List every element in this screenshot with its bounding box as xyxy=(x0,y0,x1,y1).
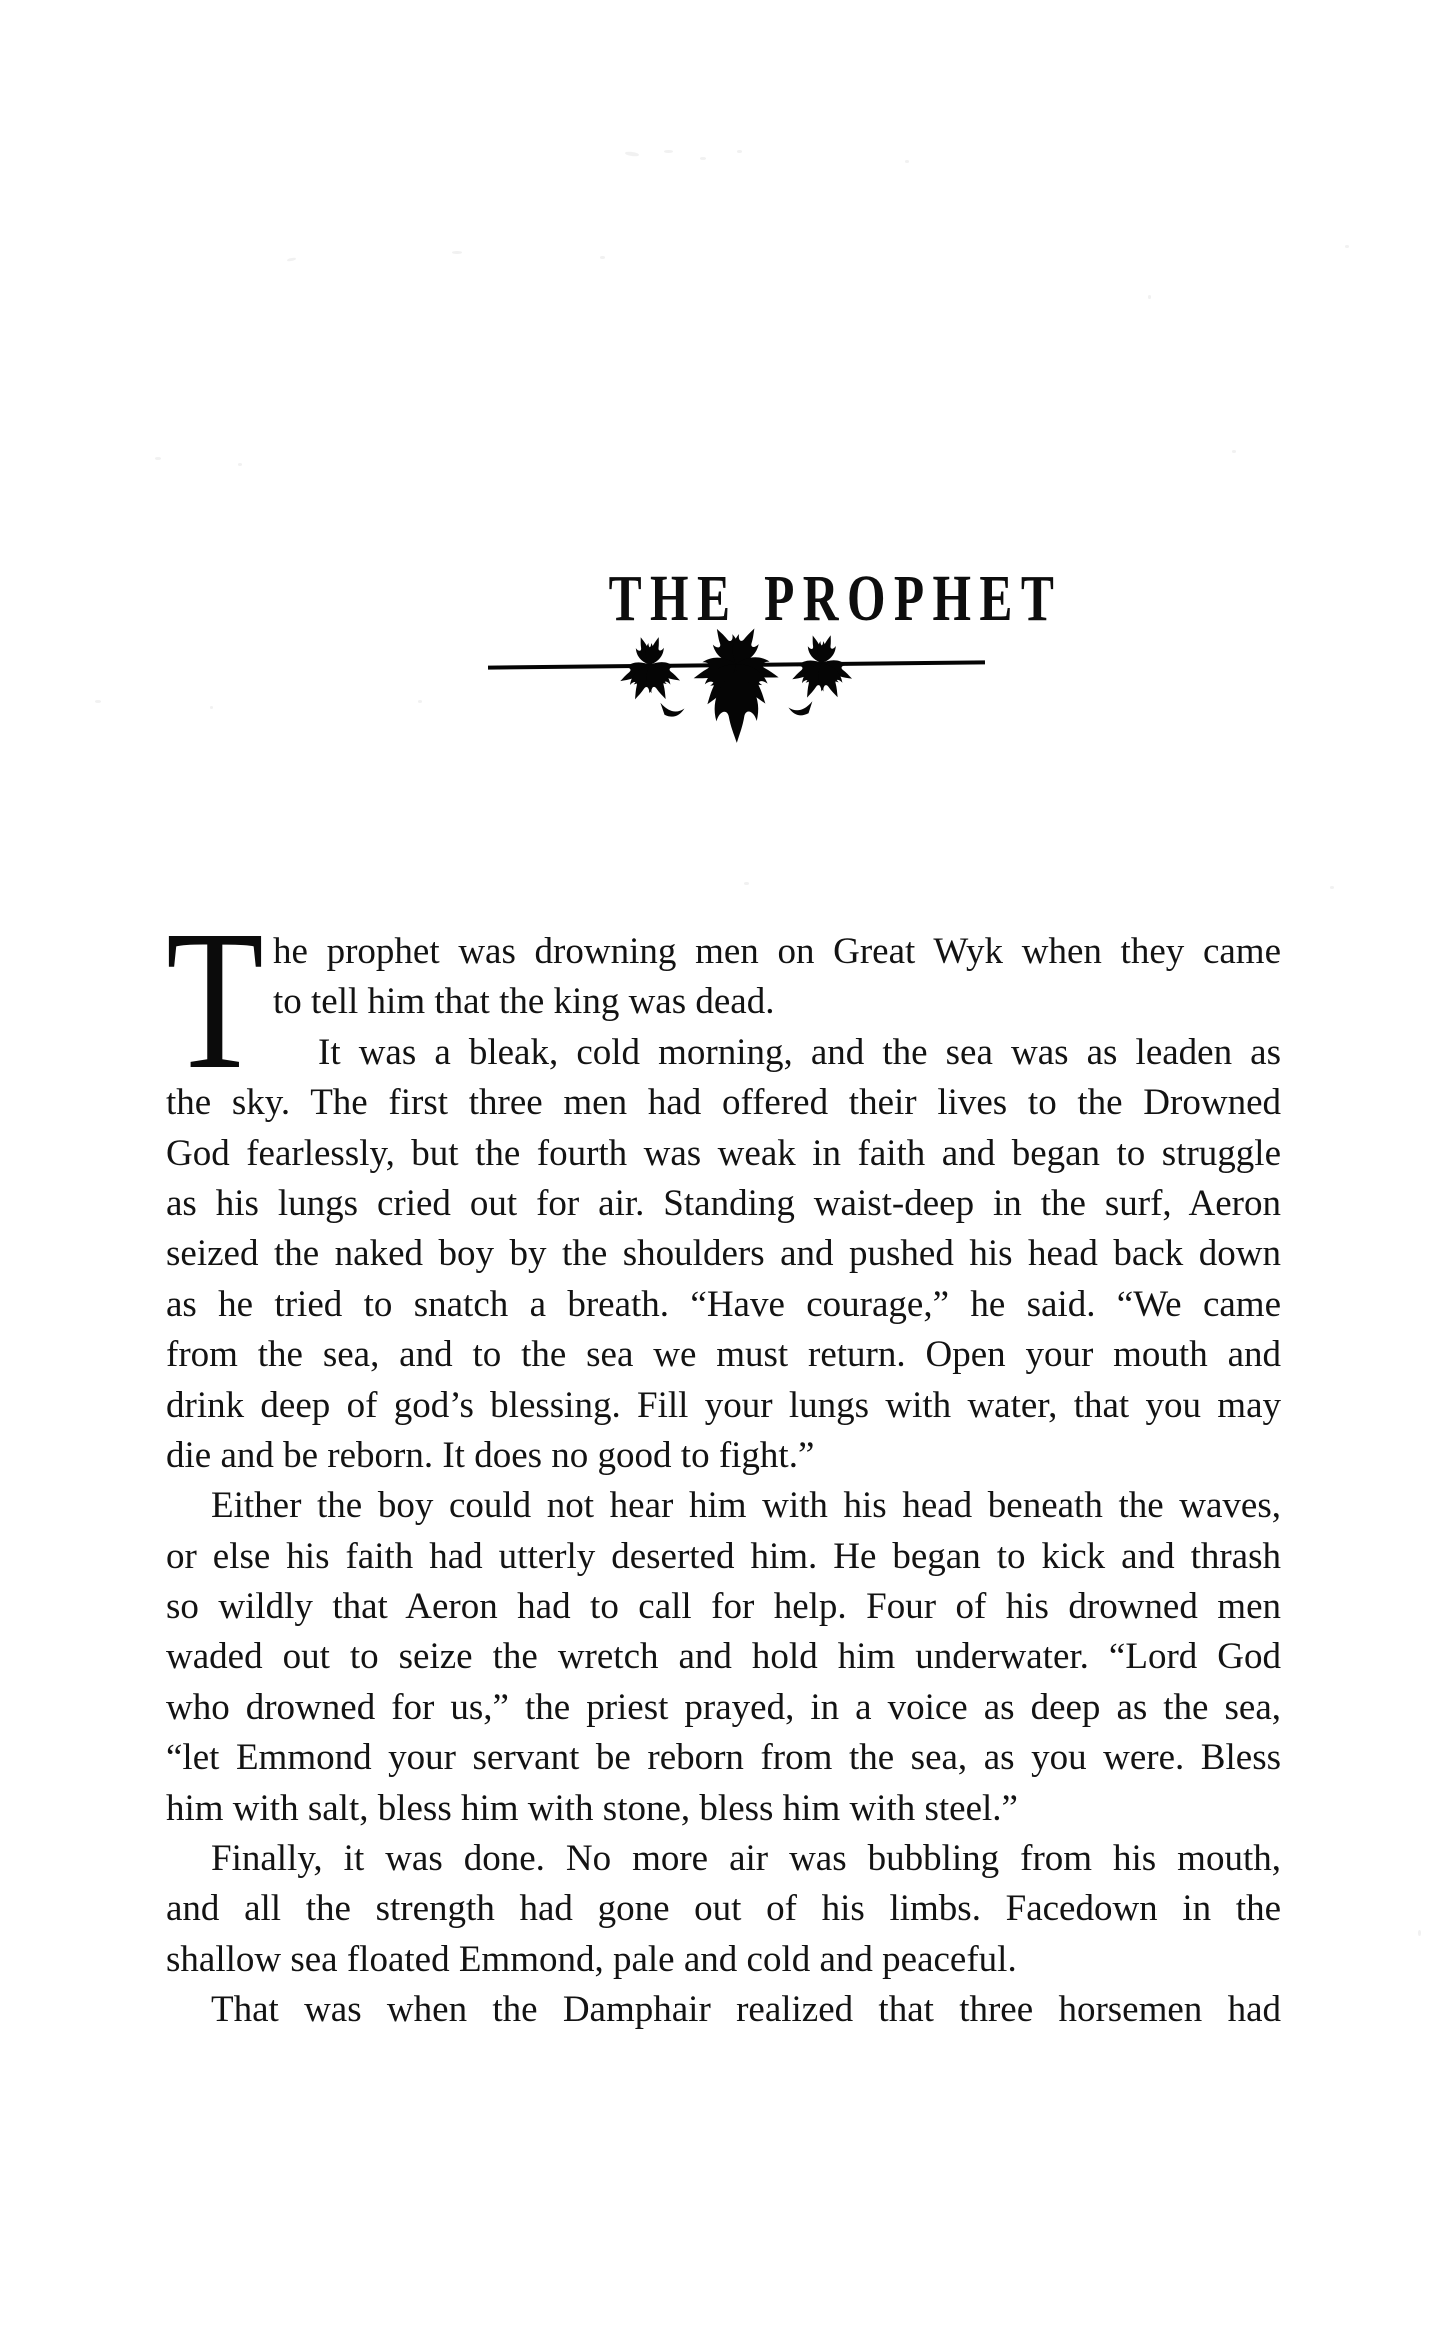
scan-speck xyxy=(210,706,213,709)
scan-speck xyxy=(452,251,462,254)
text-line: him with salt, bless him with stone, bless him with steel.” xyxy=(166,1787,1018,1829)
text-line: waded out to seize the wretch and hold him underwater. “Lord God xyxy=(166,1636,1281,1678)
title-rule-group xyxy=(488,660,985,669)
scan-speck xyxy=(1232,450,1236,453)
text-line: die and be reborn. It does no good to fight.” xyxy=(166,1434,815,1476)
leaf-fleuron-icon xyxy=(599,647,874,770)
scan-speck xyxy=(905,160,909,163)
text-line: Finally, it was done. No more air was bubbling from his mouth, xyxy=(211,1838,1281,1880)
scan-speck xyxy=(1148,295,1151,299)
scan-speck xyxy=(664,150,673,153)
text-line: from the sea, and to the sea we must return. Open your mouth and xyxy=(166,1334,1281,1376)
text-line: and all the strength had gone out of his limbs. Facedown in the xyxy=(166,1888,1281,1930)
text-line: who drowned for us,” the priest prayed, in a voice as deep as the sea, xyxy=(166,1686,1281,1728)
body-text xyxy=(166,890,1281,2036)
text-line: as his lungs cried out for air. Standing waist-deep in the surf, Aeron xyxy=(166,1182,1281,1224)
scan-speck xyxy=(1330,886,1334,889)
text-line: seized the naked boy by the shoulders and pushed his head back down xyxy=(166,1233,1281,1275)
scan-speck xyxy=(95,700,101,703)
scan-speck xyxy=(418,700,422,703)
text-line: “let Emmond your servant be reborn from the sea, as you were. Bless xyxy=(166,1737,1281,1779)
text-line: shallow sea floated Emmond, pale and cold and peaceful. xyxy=(166,1938,1017,1980)
scan-speck xyxy=(737,150,742,153)
scan-speck xyxy=(744,882,749,885)
chapter-heading xyxy=(533,562,1063,635)
scan-speck xyxy=(700,157,706,160)
text-line: as he tried to snatch a breath. “Have courage,” he said. “We came xyxy=(166,1283,1281,1325)
scan-speck xyxy=(155,457,161,460)
scan-speck xyxy=(238,463,242,466)
text-line: Either the boy could not hear him with his head beneath the waves, xyxy=(211,1485,1281,1527)
scan-speck xyxy=(1345,245,1349,248)
scan-speck xyxy=(1418,1930,1421,1936)
text-line: the sky. The first three men had offered their lives to the Drowned xyxy=(166,1082,1281,1124)
scan-speck xyxy=(625,151,639,157)
text-line: God fearlessly, but the fourth was weak in faith and began to struggle xyxy=(166,1132,1281,1174)
scan-speck xyxy=(287,257,296,262)
text-line: It was a bleak, cold morning, and the sea was as leaden as xyxy=(318,1031,1281,1073)
text-line: That was when the Damphair realized that three horsemen had xyxy=(211,1989,1281,2031)
text-line: so wildly that Aeron had to call for help. Four of his drowned men xyxy=(166,1586,1281,1628)
text-line: drink deep of god’s blessing. Fill your lungs with water, that you may xyxy=(166,1384,1281,1426)
drop-cap: T xyxy=(166,890,264,1111)
scan-speck xyxy=(600,256,605,259)
text-line: or else his faith had utterly deserted him. He began to kick and thrash xyxy=(166,1535,1281,1577)
text-line: to tell him that the king was dead. xyxy=(273,981,775,1023)
text-line: he prophet was drowning men on Great Wyk when they came xyxy=(273,931,1281,972)
chapter-title: THE PROPHET xyxy=(608,562,1063,635)
